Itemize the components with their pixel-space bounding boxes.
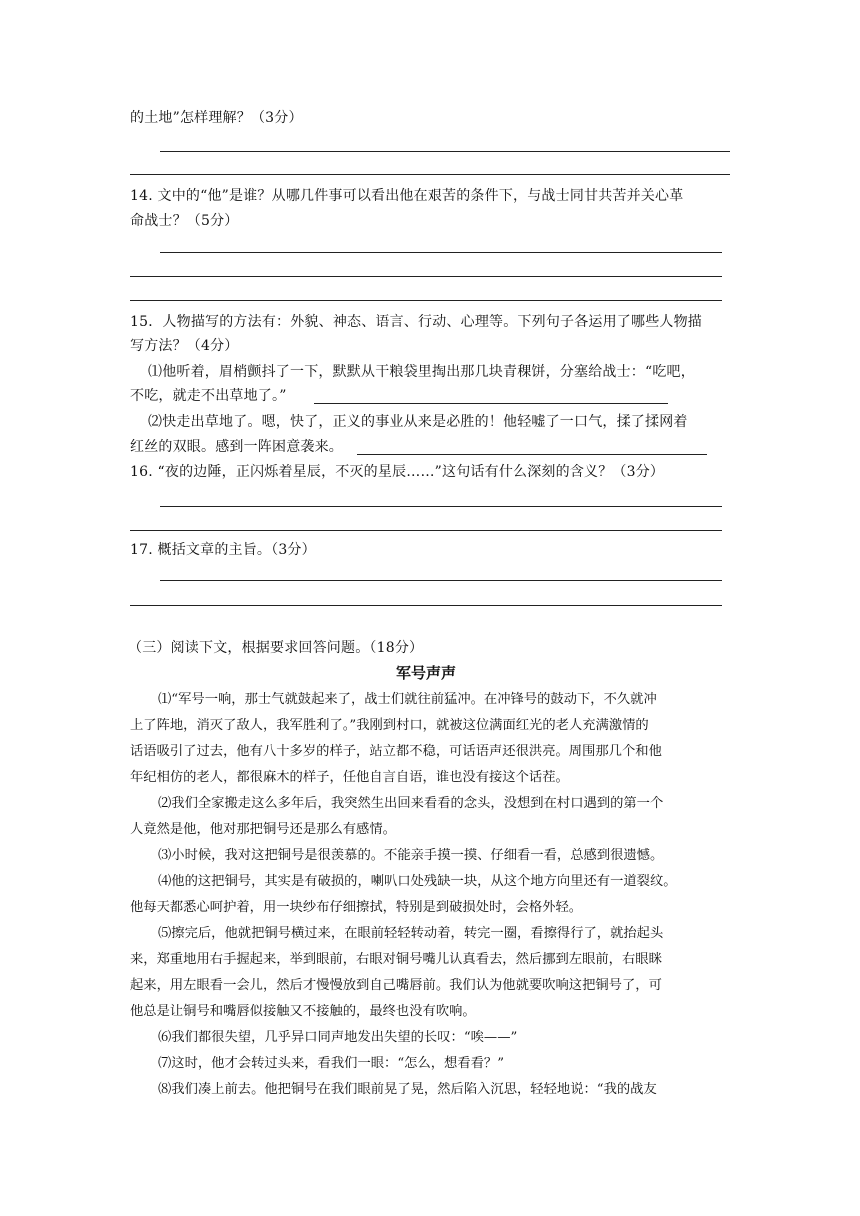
article-body [130, 687, 730, 1103]
answer-line[interactable] [130, 174, 730, 175]
paragraph-4-line: ⑷他的这把铜号，其实是有破损的，喇叭口处残缺一块，从这个地方向里还有一道裂纹。 [158, 874, 677, 889]
question-15-item2-line1: ⑵快走出草地了。嗯，快了，正义的事业从来是必胜的！他轻嘘了一口气，揉了揉网着 [148, 414, 688, 430]
section-3-instruction: （三）阅读下文，根据要求回答问题。（18分） [128, 640, 424, 656]
question-14-line2: 命战士？（5分） [130, 213, 239, 229]
paragraph-1-line: 上了阵地，消灭了敌人，我军胜利了。”我刚到村口，就被这位满面红光的老人充满激情的 [130, 718, 649, 733]
answer-blank[interactable] [314, 403, 668, 404]
answer-line[interactable] [130, 530, 722, 531]
paragraph-1-line: 话语吸引了过去，他有八十多岁的样子，站立都不稳，可话语声还很洪亮。周围那几个和他 [130, 744, 662, 759]
answer-line[interactable] [130, 276, 722, 277]
question-15-item1-line1: ⑴他听着，眉梢颤抖了一下，默默从干粮袋里掏出那几块青稞饼，分塞给战士：“吃吧， [148, 364, 695, 380]
article-title: 军号声声 [396, 664, 457, 682]
paragraph-3-line: ⑶小时候，我对这把铜号是很羡慕的。不能亲手摸一摸、仔细看一看，总感到很遗憾。 [158, 848, 664, 863]
paragraph-4-line: 他每天都悉心呵护着，用一块纱布仔细擦拭，特别是到破损处时，会格外轻。 [130, 900, 583, 915]
question-15-line1: 15．人物描写的方法有：外貌、神态、语言、行动、心理等。下列句子各运用了哪些人物描 [130, 314, 703, 330]
question-15-item1-line2: 不吃，就走不出草地了。” [130, 388, 287, 404]
answer-line[interactable] [160, 151, 730, 152]
paragraph-8-line: ⑻我们凑上前去。他把铜号在我们眼前晃了晃，然后陷入沉思，轻轻地说：“我的战友 [158, 1082, 657, 1097]
paragraph-2-line: 人竟然是他，他对那把铜号还是那么有感情。 [130, 822, 396, 837]
answer-blank[interactable] [357, 454, 707, 455]
paragraph-7-line: ⑺这时，他才会转过头来，看我们一眼：“怎么，想看看？” [158, 1056, 505, 1071]
paragraph-5-line: 起来，用左眼看一会儿，然后才慢慢放到自己嘴唇前。我们认为他就要吹响这把铜号了，可 [130, 978, 662, 993]
paragraph-6-line: ⑹我们都很失望，几乎异口同声地发出失望的长叹：“唉——” [158, 1030, 518, 1045]
paragraph-1-line: ⑴“军号一响，那士气就鼓起来了，战士们就往前猛冲。在冲锋号的鼓动下，不久就冲 [158, 692, 657, 707]
paragraph-5-line: ⑸擦完后，他就把铜号横过来，在眼前轻轻转动着，转完一圈，看擦得行了，就抬起头 [158, 926, 664, 941]
answer-line[interactable] [160, 506, 722, 507]
answer-line[interactable] [160, 580, 722, 581]
answer-line[interactable] [130, 300, 722, 301]
question-16: 16. “夜的边陲，正闪烁着星辰，不灭的星辰……”这句话有什么深刻的含义？（3分） [130, 464, 665, 480]
answer-line[interactable] [130, 605, 722, 606]
question-15-line2: 写方法？（4分） [130, 338, 239, 354]
question-13-tail: 的土地”怎样理解？（3分） [130, 110, 303, 126]
paragraph-1-line: 年纪相仿的老人，都很麻木的样子，任他自言自语，谁也没有接这个话茬。 [130, 770, 569, 785]
question-17: 17. 概括文章的主旨。（3分） [130, 542, 316, 558]
paragraph-5-line: 来，郑重地用右手握起来，举到眼前，右眼对铜号嘴儿认真看去，然后挪到左眼前，右眼眯 [130, 952, 662, 967]
paragraph-2-line: ⑵我们全家搬走这么多年后，我突然生出回来看看的念头，没想到在村口遇到的第一个 [158, 796, 664, 811]
answer-line[interactable] [160, 252, 722, 253]
question-15-item2-line2: 红丝的双眼。感到一阵困意袭来。 [130, 439, 343, 455]
question-14-line1: 14. 文中的“他”是谁？从哪几件事可以看出他在艰苦的条件下，与战士同甘共苦并关心革 [130, 188, 684, 204]
paragraph-5-line: 他总是让铜号和嘴唇似接触又不接触的，最终也没有吹响。 [130, 1004, 476, 1019]
